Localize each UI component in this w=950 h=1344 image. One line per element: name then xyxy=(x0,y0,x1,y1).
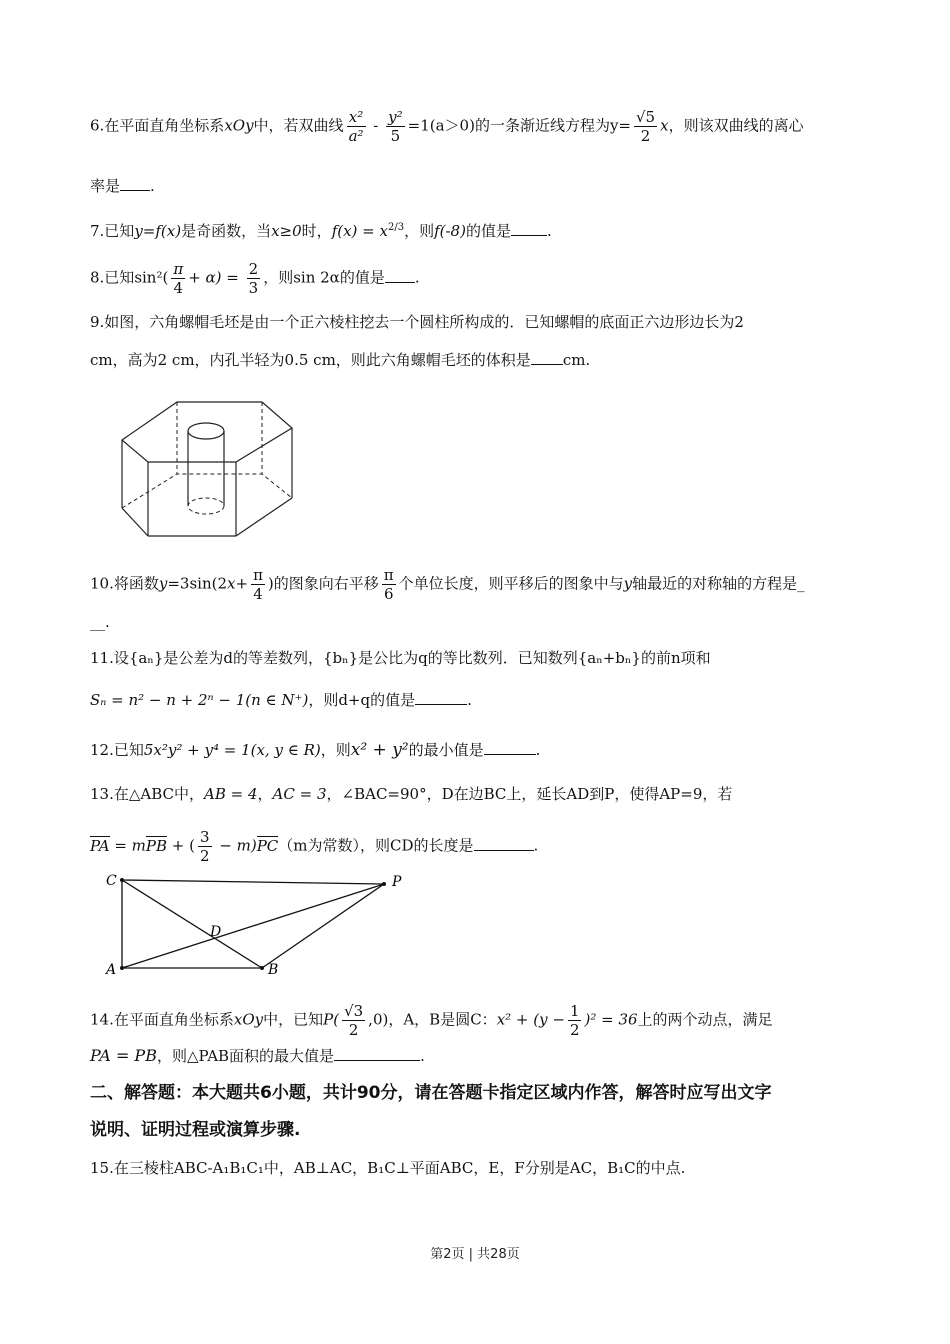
triangle-figure xyxy=(100,868,420,980)
label-a: A xyxy=(106,962,117,978)
fraction-1-2: $\frac{1}{2}$ xyxy=(569,1002,580,1039)
question-8: 8.已知sin²( $\frac{\pi}{4}$ + α) = $\frac{2}{3}$ ，则sin 2α的值是 . xyxy=(90,260,420,297)
cylinder-bottom xyxy=(188,498,224,514)
point-a xyxy=(120,966,124,970)
answer-blank xyxy=(334,1046,420,1061)
fraction-pi-6: $\frac{\pi}{6}$ xyxy=(383,566,394,603)
answer-blank xyxy=(531,350,563,365)
label-c: C xyxy=(106,873,117,889)
label-d: D xyxy=(210,924,222,940)
point-b xyxy=(260,966,264,970)
section-heading-line-2: 说明、证明过程或演算步骤. xyxy=(90,1120,301,1140)
question-10-line-2: __. xyxy=(90,613,110,631)
point-c xyxy=(120,878,124,882)
page-footer: 第2页 | 共28页 xyxy=(430,1247,520,1262)
edge-bottom-right xyxy=(236,498,292,536)
question-14-line-2: PA = PB，则△PAB面积的最大值是 . xyxy=(90,1046,425,1065)
question-6-line-1: 6.在平面直角坐标系xOy中，若双曲线 $\frac{\text{x²}}{\text{a²}}$ - $\frac{\text{y²}}{5}$ =1(a＞0)的一条渐近线方程为y= $\frac{√5}{2}$ x，则该双曲线的离心 xyxy=(90,108,804,145)
hex-nut-figure xyxy=(110,390,310,546)
cylinder-top xyxy=(188,423,224,439)
question-9-line-1: 9.如图，六角螺帽毛坯是由一个正六棱柱挖去一个圆柱所构成的．已知螺帽的底面正六边形边长为2 xyxy=(90,313,744,331)
fraction-x2-a2: $\frac{\text{x²}}{\text{a²}}$ xyxy=(348,108,364,145)
fraction-pi-4: $\frac{\pi}{4}$ xyxy=(253,566,263,603)
segment-cp xyxy=(122,880,384,884)
question-6-line-2: 率是 . xyxy=(90,177,155,195)
fraction-y2-5: $\frac{\text{y²}}{5}$ xyxy=(388,108,403,145)
segment-cb xyxy=(122,880,262,968)
section-heading-line-1: 二、解答题：本大题共6小题，共计90分，请在答题卡指定区域内作答，解答时应写出文字 xyxy=(90,1083,772,1103)
question-10-line-1: 10.将函数y=3sin(2x+ $\frac{\pi}{4}$ )的图象向右平移 $\frac{\pi}{6}$ 个单位长度，则平移后的图象中与y轴最近的对称轴的方程是_ xyxy=(90,566,805,603)
answer-blank xyxy=(385,268,415,283)
answer-blank xyxy=(120,176,150,191)
question-14-line-1: 14.在平面直角坐标系xOy中，已知P( $\frac{√3}{2}$ ,0)，A，B是圆C：x² + (y − $\frac{1}{2}$ )² = 36上的两个动点，满足 xyxy=(90,1002,773,1039)
edge-bottom-left xyxy=(122,508,148,536)
question-11-line-1: 11.设{aₙ}是公差为d的等差数列，{bₙ}是公比为q的等比数列．已知数列{aₙ+bₙ}的前n项和 xyxy=(90,649,711,667)
question-7: 7.已知y=f(x)是奇函数，当x≥0时，$f(x) = x^{2/3}$，则f(-8)的值是 . xyxy=(90,222,552,240)
fraction-2-3: $\frac{2}{3}$ xyxy=(248,260,259,297)
fraction-sqrt3-2: $\frac{√3}{2}$ xyxy=(344,1002,364,1039)
answer-blank xyxy=(415,690,467,705)
fraction-3-2: $\frac{3}{2}$ xyxy=(199,828,210,865)
answer-blank xyxy=(474,836,534,851)
answer-blank xyxy=(484,740,536,755)
label-b: B xyxy=(268,962,279,978)
question-11-line-2: Sₙ = n² − n + 2ⁿ − 1(n ∈ N⁺)，则d+q的值是 . xyxy=(90,691,472,709)
question-12: 12.已知5x²y² + y⁴ = 1(x, y ∈ R)，则x² + y²的最小值是 . xyxy=(90,740,541,760)
label-p: P xyxy=(392,874,402,890)
segment-bp xyxy=(262,884,384,968)
question-15: 15.在三棱柱ABC-A₁B₁C₁中，AB⊥AC，B₁C⊥平面ABC，E，F分别是AC，B₁C的中点. xyxy=(90,1159,686,1177)
hex-top-face xyxy=(122,402,292,462)
question-9-line-2: cm，高为2 cm，内孔半轻为0.5 cm，则此六角螺帽毛坯的体积是 cm. xyxy=(90,351,591,369)
question-13-line-1: 13.在△ABC中，AB = 4，AC = 3，∠BAC=90°，D在边BC上，延长AD到P，使得AP=9，若 xyxy=(90,785,733,803)
fraction-sqrt5-2: $\frac{√5}{2}$ xyxy=(636,108,656,145)
segment-ap xyxy=(122,884,384,968)
point-p xyxy=(382,882,386,886)
fraction-pi-4: $\frac{\pi}{4}$ xyxy=(173,260,184,297)
answer-blank xyxy=(511,221,547,236)
question-13-line-2: PA = mPB + ( $\frac{3}{2}$ − m)PC（m为常数），则CD的长度是 . xyxy=(90,828,539,865)
